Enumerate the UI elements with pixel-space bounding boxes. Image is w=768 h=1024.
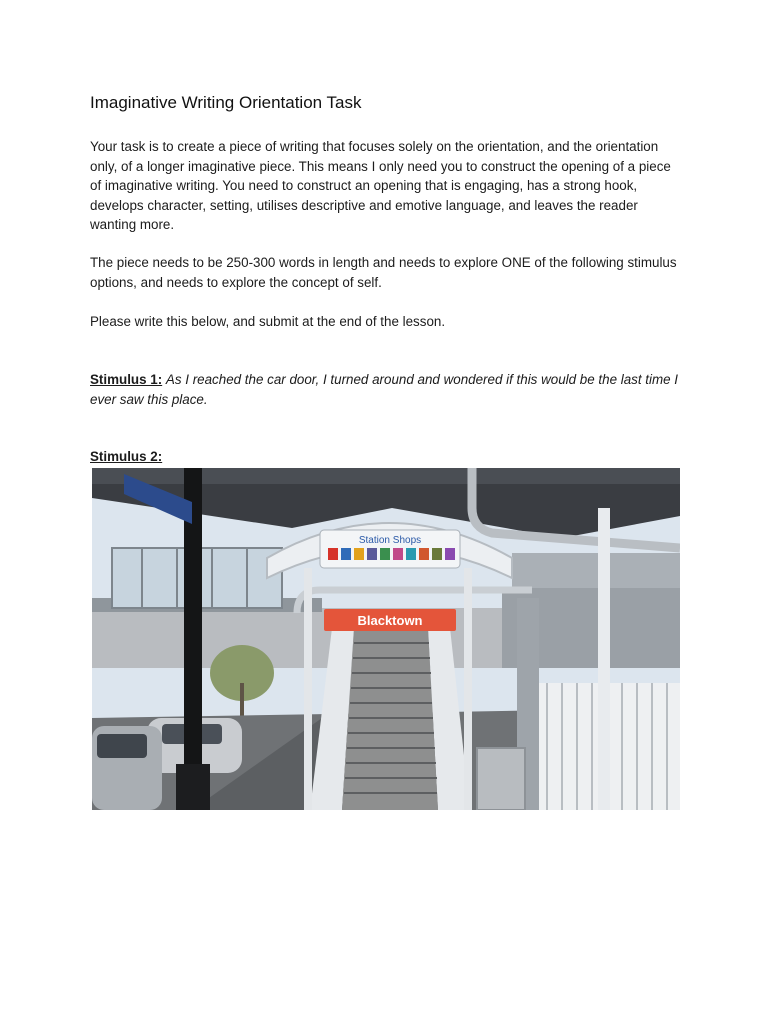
shops-sign-text: Station Shops [358, 535, 422, 546]
instructions-paragraph: Your task is to create a piece of writing that focuses solely on the orientation, and the orientation only, of a longer imaginative piece. This means I only need you to construct the opening of a piece of imaginative writing. You need to construct an opening that is engaging, has a strong hook, develops character, setting, utilises descriptive and emotive language, and leaves the reader wanting more. [90, 139, 671, 232]
stimulus-2-label: Stimulus 2: [90, 449, 163, 464]
blacktown-sign-text: Blacktown [357, 613, 423, 628]
stimulus-2 [90, 447, 682, 467]
stimulus-1-text: As I reached the car door, I turned around and wondered if this would be the last time I ever saw this place. [90, 372, 679, 407]
station-photo-illustration [92, 468, 680, 810]
stimulus-1-label: Stimulus 1: [90, 372, 163, 387]
submission-paragraph: Please write this below, and submit at the end of the lesson. [90, 314, 446, 329]
stimulus-1 [90, 370, 682, 409]
station-photo [92, 468, 680, 810]
document-title: Imaginative Writing Orientation Task [90, 93, 362, 112]
requirements-paragraph: The piece needs to be 250-300 words in length and needs to explore ONE of the following stimulus options, and needs to explore the concept of self. [90, 255, 677, 290]
